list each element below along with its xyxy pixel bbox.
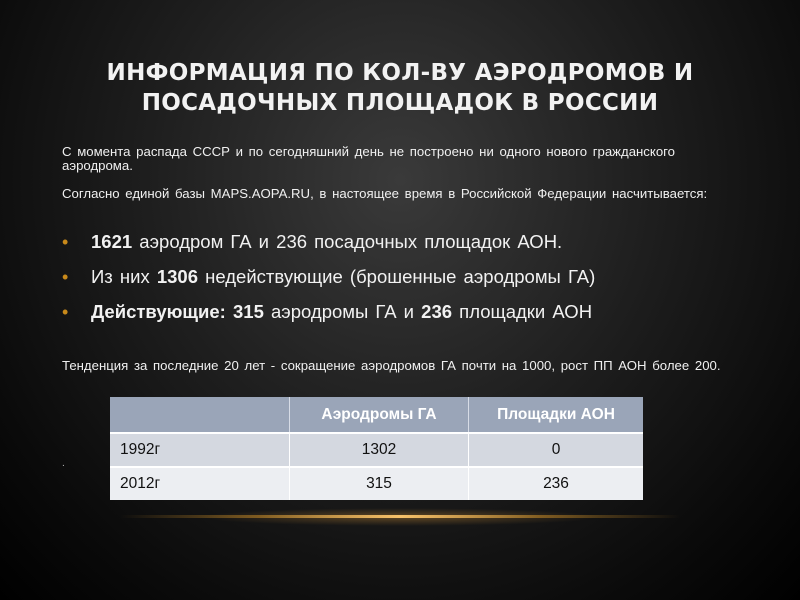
table-header-cell: Аэродромы ГА (290, 397, 469, 433)
slide-title: ИНФОРМАЦИЯ ПО КОЛ-ВУ АЭРОДРОМОВ И ПОСАДОЧНЫХ ПЛОЩАДОК В РОССИИ (106, 60, 694, 116)
decorative-divider-line (120, 515, 680, 518)
paragraph-trend: Тенденция за последние 20 лет - сокращение аэродромов ГА почти на 1000, рост ПП АОН более 200. (62, 358, 721, 373)
bullet-bold: Действующие: 315 (91, 301, 264, 322)
bullet-icon: • (62, 267, 69, 287)
bullet-icon: • (62, 232, 69, 252)
table-cell-value: 315 (290, 467, 469, 500)
bullet-item (62, 263, 762, 298)
bullet-icon: • (62, 302, 69, 322)
airfields-table (110, 397, 643, 500)
table-cell-value: 1302 (290, 433, 469, 467)
table-row (110, 433, 643, 467)
table-cell-value: 0 (469, 433, 644, 467)
table-header-cell (110, 397, 290, 433)
table-cell-year: 1992г (110, 433, 290, 467)
bullet-text: аэродром ГА и 236 посадочных площадок АОН. (132, 231, 563, 252)
table-cell-value: 236 (469, 467, 644, 500)
paragraph-source: Согласно единой базы MAPS.AOPA.RU, в настоящее время в Российской Федерации насчитывается: (62, 186, 708, 201)
bullet-bold: 236 (421, 301, 453, 322)
table-header-cell: Площадки АОН (469, 397, 644, 433)
stray-mark: . (62, 458, 65, 469)
bullet-text: недействующие (брошенные аэродромы ГА) (198, 266, 596, 287)
table-header-row (110, 397, 643, 433)
bullet-list (62, 228, 762, 333)
bullet-text: Из них (91, 266, 157, 287)
bullet-item (62, 228, 762, 263)
bullet-bold: 1306 (156, 266, 199, 287)
bullet-bold: 1621 (91, 231, 133, 252)
bullet-item (62, 298, 762, 333)
table-row (110, 467, 643, 500)
table-cell-year: 2012г (110, 467, 290, 500)
paragraph-history: С момента распада СССР и по сегодняшний день не построено ни одного нового гражданского аэродрома. (62, 144, 676, 173)
bullet-text: площадки АОН (452, 301, 593, 322)
bullet-text: аэродромы ГА и (263, 301, 422, 322)
